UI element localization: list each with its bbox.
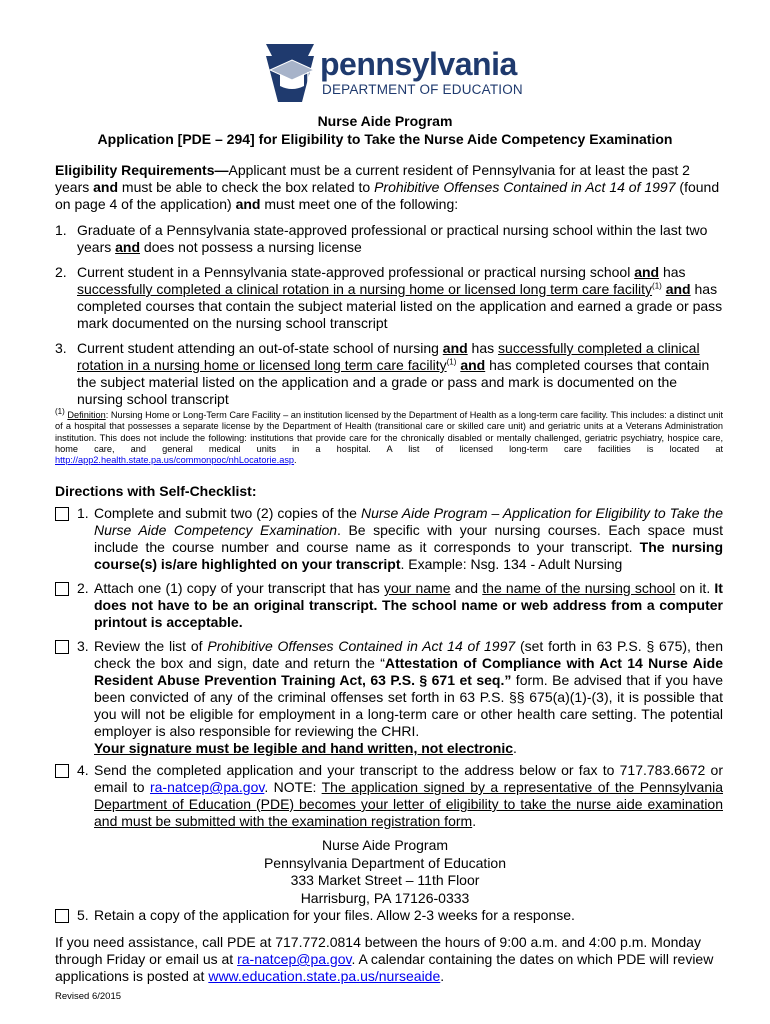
eligibility-label: Eligibility Requirements— xyxy=(55,162,229,178)
email-link[interactable]: ra-natcep@pa.gov xyxy=(149,779,265,795)
checklist-text xyxy=(94,762,723,830)
facility-locator-link[interactable]: http://app2.health.state.pa.us/commonpoc/nhLocatorie.asp xyxy=(55,455,295,466)
criterion-text: has completed courses that contain the subject material listed on the application and earned a grade or pass mark documented on the nursing school transcript xyxy=(77,281,723,331)
clinical-rotation-requirement: successfully completed a clinical rotation in a nursing home or licensed long term care facility xyxy=(77,340,700,373)
criterion-item xyxy=(55,222,723,256)
footnote-marker: (1) xyxy=(55,406,65,416)
mailing-address xyxy=(0,837,770,907)
eligibility-text: must meet one of the following: xyxy=(260,196,459,212)
criterion-text: Current student attending an out-of-state school of nursing xyxy=(77,340,443,356)
checklist-number: 4. xyxy=(77,762,89,778)
logo-subtitle: DEPARTMENT OF EDUCATION xyxy=(322,82,523,97)
directions-title: Directions with Self-Checklist: xyxy=(55,483,257,499)
text: . A calendar containing the dates on which PDE will review applications is posted at xyxy=(55,951,714,984)
address-line: Harrisburg, PA 17126-0333 xyxy=(300,889,470,906)
address-line: 333 Market Street – 11th Floor xyxy=(290,872,480,888)
logo-wordmark: pennsylvania xyxy=(320,46,517,82)
checklist-number: 5. xyxy=(77,907,89,923)
definition-footnote xyxy=(55,406,723,466)
text: (set forth in 63 P.S. § 675), then check the box and sign, date and return the “ xyxy=(94,638,723,671)
and-emphasis: and xyxy=(442,340,468,356)
underlined-text: the name of the nursing school xyxy=(482,580,676,596)
checklist-number: 1. xyxy=(77,505,89,521)
punctuation: . xyxy=(513,740,517,756)
checklist-text xyxy=(94,638,723,757)
checkbox[interactable] xyxy=(55,909,69,923)
footnote-marker: (1) xyxy=(446,357,457,367)
and-emphasis: and xyxy=(634,264,660,280)
keystone-graduation-cap-icon xyxy=(262,42,318,104)
highlight-note: The nursing course(s) is/are highlighted on your transcript xyxy=(94,539,723,572)
checkbox[interactable] xyxy=(55,764,69,778)
act-reference: Prohibitive Offenses Contained in Act 14 of 1997 xyxy=(207,638,516,654)
checklist-text xyxy=(94,580,723,631)
text: on it. xyxy=(675,580,715,596)
pde-logo xyxy=(262,42,532,104)
criterion-text: Graduate of a Pennsylvania state-approved professional or practical nursing school within the last two years xyxy=(77,222,708,255)
checklist-item xyxy=(55,907,723,924)
text: . Example: Nsg. 134 - Adult Nursing xyxy=(400,556,623,572)
attestation-form-name: Attestation of Compliance with Act 14 Nurse Aide Resident Abuse Prevention Training Act, 63 P.S. § 671 et seq.” xyxy=(94,655,723,688)
text: form. Be advised that if you have been convicted of any of the criminal offenses set forth in 63 P.S. §§ 675(a)(1)-(3), it is possible that you will not be eligible for employment in a long-term care or other health care setting. The potential employer is also responsible for reviewing the CHRI. xyxy=(94,672,723,739)
criterion-text: has xyxy=(467,340,499,356)
and-emphasis: and xyxy=(665,281,691,297)
act-reference: Prohibitive Offenses Contained in Act 14 of 1997 xyxy=(374,179,676,195)
application-title: Application [PDE – 294] for Eligibility to Take the Nurse Aide Competency Examination xyxy=(97,131,673,147)
and-emphasis: and xyxy=(115,239,141,255)
definition-text: : Nursing Home or Long-Term Care Facility – an institution licensed by the Department of Health as a long-term care facility. This includes: a distinct unit of a hospital that possesses a separate license by the Department of Health (transitional care or skilled care unit) and geriatric units at a Veterans Administration institution. This does not include the following: institutions that provide care for the chronically disabled or mentally challenged, geriatric psychiatry, hospice care, home care, and general medical units in a hospital. A list of licensed long-term care facilities is located at xyxy=(55,410,723,454)
address-line: Nurse Aide Program xyxy=(321,837,449,853)
and-emphasis: and xyxy=(460,357,486,373)
criterion-item xyxy=(55,264,723,332)
text: Review the list of xyxy=(94,638,208,654)
criterion-text: Current student in a Pennsylvania state-approved professional or practical nursing school xyxy=(77,264,635,280)
eligibility-criteria-list xyxy=(55,222,723,416)
checklist-number: 3. xyxy=(77,638,89,654)
email-link[interactable]: ra-natcep@pa.gov xyxy=(237,951,352,967)
criterion-text: has completed courses that contain the subject material listed on the application and a grade or pass and mark is documented on the nursing school transcript xyxy=(77,357,710,407)
assistance-paragraph xyxy=(55,934,723,985)
transcript-note: It does not have to be an original transcript. The school name or web address from a computer printout is acceptable. xyxy=(94,580,723,630)
text: Attach one (1) copy of your transcript that has xyxy=(94,580,385,596)
checkbox[interactable] xyxy=(55,582,69,596)
and-emphasis: and xyxy=(93,179,119,195)
punctuation: . xyxy=(472,813,477,829)
criterion-number: 2. xyxy=(55,264,67,280)
and-emphasis: and xyxy=(235,196,261,212)
text: . NOTE: xyxy=(264,779,322,795)
underlined-text: your name xyxy=(384,580,451,596)
text: Send the completed application and your transcript to the address below or fax to 717.783.6672 or email to xyxy=(94,762,723,795)
eligibility-letter-note: The application signed by a representative of the Pennsylvania Department of Education (PDE) becomes your letter of eligibility to take the nurse aide examination and must be submitted with the examination registration form xyxy=(94,779,723,829)
criterion-number: 1. xyxy=(55,222,67,238)
checkbox[interactable] xyxy=(55,640,69,654)
punctuation: . xyxy=(294,455,297,466)
text: Complete and submit two (2) copies of the xyxy=(94,505,361,521)
footnote-marker: (1) xyxy=(652,281,662,291)
text: and xyxy=(450,580,483,596)
eligibility-text: Applicant must be a current resident of Pennsylvania for at least the past 2 years xyxy=(55,162,690,195)
text: . Be specific with your nursing courses. Each space must include the course number and course name as it corresponds to your transcript. xyxy=(94,522,723,555)
criterion-number: 3. xyxy=(55,340,67,356)
checklist-text xyxy=(94,505,723,573)
clinical-rotation-requirement: successfully completed a clinical rotation in a nursing home or licensed long term care facility xyxy=(77,281,653,297)
text: If you need assistance, call PDE at 717.772.0814 between the hours of 9:00 a.m. and 4:00 p.m. Monday through Friday or email us at xyxy=(55,934,701,967)
checklist-item xyxy=(55,762,723,830)
signature-requirement: Your signature must be legible and hand written, not electronic xyxy=(94,740,514,756)
application-name: Nurse Aide Program – Application for Eligibility to Take the Nurse Aide Competency Examination xyxy=(94,505,723,538)
eligibility-text: must be able to check the box related to xyxy=(118,179,375,195)
checklist-text: Retain a copy of the application for your files. Allow 2-3 weeks for a response. xyxy=(94,907,575,923)
nurse-aide-website-link[interactable]: www.education.state.pa.us/nurseaide xyxy=(208,968,441,984)
punctuation: . xyxy=(440,968,445,984)
checklist-item xyxy=(55,505,723,573)
criterion-text: does not possess a nursing license xyxy=(140,239,362,255)
definition-label: Definition xyxy=(67,410,106,420)
criterion-text: has xyxy=(659,264,686,280)
eligibility-text: (found on page 4 of the application) xyxy=(55,179,720,212)
eligibility-paragraph xyxy=(55,162,723,213)
checklist-item xyxy=(55,638,723,757)
address-line: Pennsylvania Department of Education xyxy=(263,854,507,871)
checkbox[interactable] xyxy=(55,507,69,521)
revision-date: Revised 6/2015 xyxy=(55,991,122,1002)
criterion-item xyxy=(55,340,723,408)
checklist-item xyxy=(55,580,723,631)
checklist-number: 2. xyxy=(77,580,89,596)
program-title: Nurse Aide Program xyxy=(317,113,453,129)
